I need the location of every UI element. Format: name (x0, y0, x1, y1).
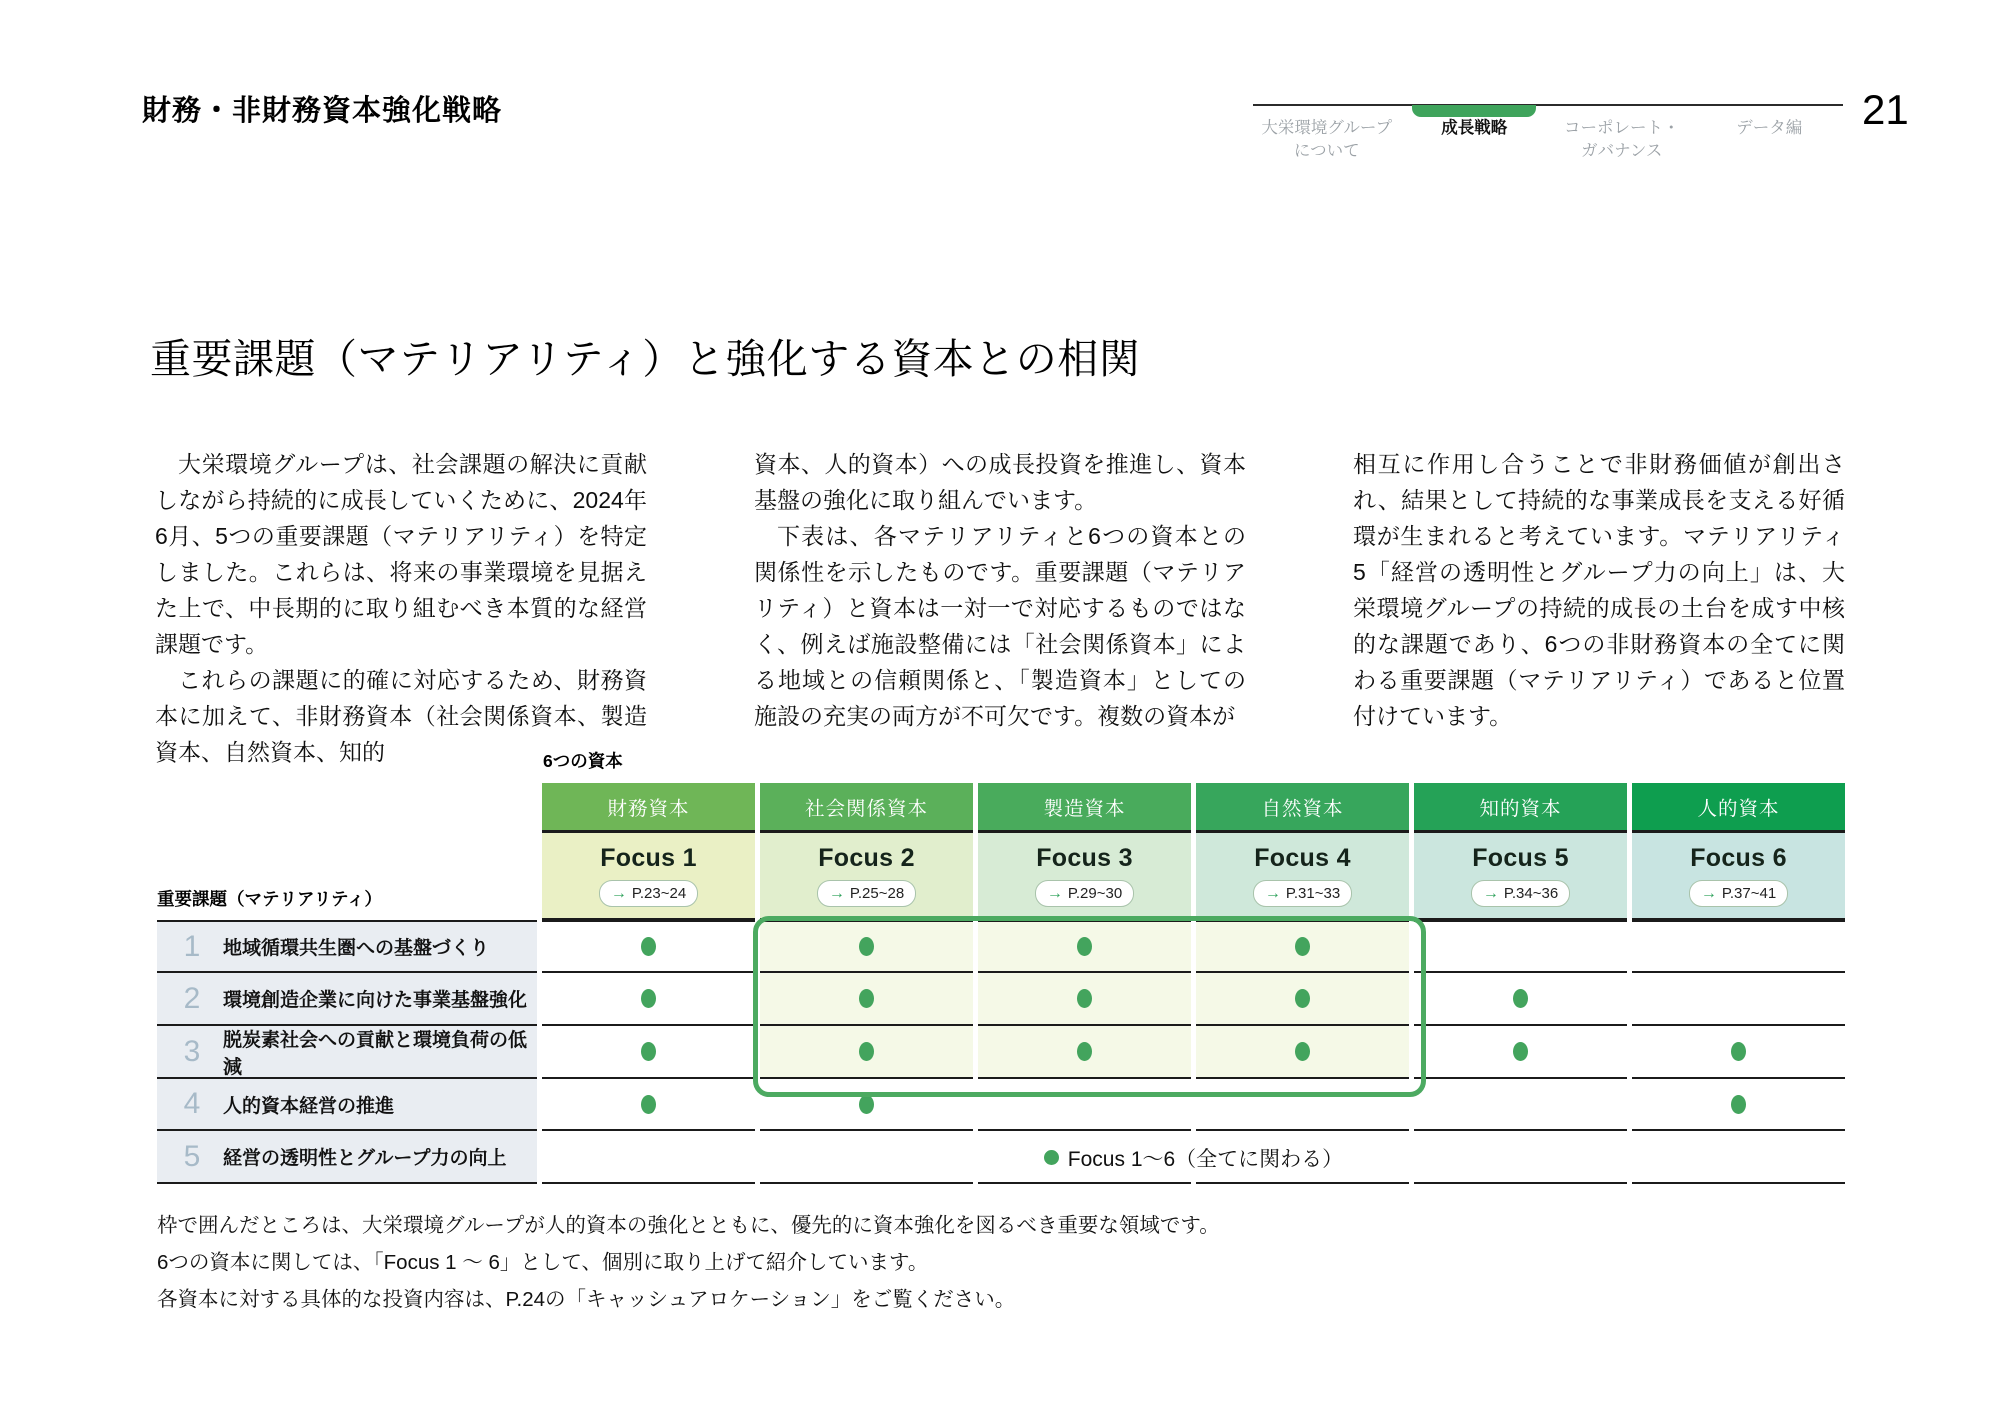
footnote-2: 6つの資本に関しては、「Focus 1 ～ 6」として、個別に取り上げて紹介しています。 (157, 1251, 929, 1274)
matrix-cell (978, 1026, 1191, 1079)
matrix-cell (542, 920, 755, 973)
materiality-row-1 (157, 920, 537, 973)
row-title: 人的資本経営の推進 (223, 1095, 395, 1117)
row-number: 5 (183, 1139, 201, 1173)
capital-dot-icon (641, 1042, 656, 1061)
capital-dot-icon (859, 1095, 874, 1114)
intro-text (155, 446, 1845, 770)
arrow-right-icon: → (1700, 884, 1717, 902)
capital-dot-icon (1295, 1042, 1310, 1061)
footnote-1: 枠で囲んだところは、大栄環境グループが人的資本の強化とともに、優先的に資本強化を図るべき重要な領域です。 (157, 1214, 1220, 1237)
body-column-1 (155, 446, 647, 770)
row-title: 経営の透明性とグループ力の向上 (223, 1148, 507, 1169)
page-link-pill[interactable] (1689, 880, 1788, 907)
page-link-pill[interactable] (1253, 880, 1352, 907)
page-range: P.29~30 (1067, 885, 1123, 902)
capital-header-intellectual: 知的資本 (1414, 783, 1627, 833)
matrix-cell (1414, 973, 1627, 1026)
top-navigation (1253, 104, 1843, 163)
paragraph: 相互に作用し合うことで非財務価値が創出され、結果として持続的な事業成長を支える好循環が生まれると考えています。マテリアリティ 5「経営の透明性とグループ力の向上」は、大栄環境グループの持続的成長の土台を成す中核的な課題であり、6つの非財務資本の全てに関わる重要課題（マテリアリティ）であると位置付けています。 (1353, 451, 1845, 729)
matrix-cell (542, 1079, 755, 1131)
nav-tab-data[interactable] (1696, 106, 1844, 163)
capital-header-manufactured: 製造資本 (978, 783, 1191, 833)
focus-title: Focus 5 (1472, 844, 1569, 872)
page-range: P.37~41 (1721, 885, 1777, 902)
matrix-cell (978, 1079, 1191, 1131)
page-range: P.31~33 (1285, 885, 1341, 902)
matrix-cell (978, 973, 1191, 1026)
matrix-cell (1196, 973, 1409, 1026)
matrix-cell (1196, 1026, 1409, 1079)
nav-tab-label: データ編 (1736, 119, 1803, 137)
row-number: 2 (183, 981, 201, 1015)
paragraph: 大栄環境グループは、社会課題の解決に貢献しながら持続的に成長していくために、2024年6月、5つの重要課題（マテリアリティ）を特定しました。これらは、将来の事業環境を見据えた上で、中長期的に取り組むべき本質的な経営課題です。 (155, 451, 648, 657)
matrix-cell (1632, 920, 1845, 973)
focus-cell-6 (1632, 833, 1845, 920)
arrow-right-icon: → (610, 884, 627, 902)
capital-dot-icon (641, 1095, 656, 1114)
capital-header-financial: 財務資本 (542, 783, 755, 833)
matrix-cell (1632, 1026, 1845, 1079)
capital-dot-icon (641, 989, 656, 1008)
body-column-2 (754, 446, 1246, 770)
capital-dot-icon (1077, 989, 1092, 1008)
materiality-row-4 (157, 1079, 537, 1131)
nav-tab-label: 成長戦略 (1441, 119, 1508, 137)
capital-header-social: 社会関係資本 (760, 783, 973, 833)
materiality-row-5 (157, 1131, 537, 1184)
matrix-cell (760, 973, 973, 1026)
focus-dot-icon (1044, 1150, 1059, 1165)
capital-dot-icon (641, 937, 656, 956)
focus-cell-5 (1414, 833, 1627, 920)
arrow-right-icon: → (1482, 884, 1499, 902)
page-title: 重要課題（マテリアリティ）と強化する資本との相関 (150, 336, 1141, 382)
row-title: 環境創造企業に向けた事業基盤強化 (223, 990, 528, 1011)
row-title: 脱炭素社会への貢献と環境負荷の低減 (223, 1029, 528, 1078)
active-tab-indicator (1412, 105, 1536, 117)
capital-dot-icon (859, 1042, 874, 1061)
arrow-right-icon: → (1046, 884, 1063, 902)
focus-title: Focus 1 (600, 844, 697, 872)
row-number: 4 (183, 1087, 201, 1120)
focus-cell-3 (978, 833, 1191, 920)
matrix-cell (760, 1079, 973, 1131)
focus-cell-4 (1196, 833, 1409, 920)
all-focus-note-text: Focus 1～6（全てに関わる） (1067, 1147, 1344, 1171)
matrix-cell (1632, 1079, 1845, 1131)
matrix-cell (1632, 973, 1845, 1026)
nav-tab-label: 大栄環境グループ (1261, 119, 1393, 137)
nav-tab-label: ガバナンス (1581, 142, 1663, 160)
row-number: 3 (183, 1034, 201, 1068)
footnotes (157, 1207, 1220, 1318)
page-link-pill[interactable] (817, 880, 916, 907)
matrix-cell (760, 920, 973, 973)
page-range: P.34~36 (1503, 885, 1559, 902)
arrow-right-icon: → (1264, 884, 1281, 902)
matrix-cell (760, 1026, 973, 1079)
row-number: 1 (183, 929, 201, 963)
body-column-3 (1353, 446, 1845, 770)
paragraph: これらの課題に的確に対応するため、財務資本に加えて、非財務資本（社会関係資本、製造資本、自然資本、知的 (155, 667, 647, 765)
matrix-cell (1414, 1026, 1627, 1079)
materiality-label: 重要課題（マテリアリティ） (157, 889, 383, 909)
row-title: 地域循環共生圏への基盤づくり (223, 938, 490, 959)
footnote-3: 各資本に対する具体的な投資内容は、P.24の「キャッシュアロケーション」をご覧ください。 (157, 1288, 1016, 1311)
materiality-row-2 (157, 973, 537, 1026)
focus-cell-2 (760, 833, 973, 920)
matrix-cell (1414, 1079, 1627, 1131)
matrix-cell (542, 973, 755, 1026)
capital-dot-icon (1513, 1042, 1528, 1061)
capital-dot-icon (1731, 1095, 1746, 1114)
matrix-cell (978, 920, 1191, 973)
page-link-pill[interactable] (1471, 880, 1570, 907)
focus-cell-1 (542, 833, 755, 920)
page-link-pill[interactable] (599, 880, 698, 907)
page-link-pill[interactable] (1035, 880, 1134, 907)
capital-header-human: 人的資本 (1632, 783, 1845, 833)
nav-tab-group-about[interactable] (1253, 106, 1401, 163)
capital-dot-icon (1295, 937, 1310, 956)
capital-dot-icon (1513, 989, 1528, 1008)
page-range: P.23~24 (631, 885, 687, 902)
focus-title: Focus 4 (1254, 844, 1351, 872)
capital-dot-icon (1731, 1042, 1746, 1061)
page-number: 21 (1862, 86, 1909, 133)
focus-title: Focus 6 (1690, 844, 1787, 872)
materiality-row-3 (157, 1026, 537, 1079)
arrow-right-icon: → (828, 884, 845, 902)
capital-header-natural: 自然資本 (1196, 783, 1409, 833)
nav-tab-label: コーポレート・ (1564, 119, 1680, 137)
capital-dot-icon (1077, 937, 1092, 956)
page-range: P.25~28 (849, 885, 905, 902)
nav-tab-governance[interactable] (1548, 106, 1696, 163)
matrix-cell (542, 1026, 755, 1079)
capital-dot-icon (859, 989, 874, 1008)
capitals-label: 6つの資本 (543, 751, 623, 771)
focus-title: Focus 3 (1036, 844, 1133, 872)
capital-dot-icon (1295, 989, 1310, 1008)
all-focus-note (542, 1131, 1845, 1184)
matrix-cell (1196, 1079, 1409, 1131)
capital-dot-icon (1077, 1042, 1092, 1061)
matrix-cell (1196, 920, 1409, 973)
matrix-cell (1414, 920, 1627, 973)
paragraph: 資本、人的資本）への成長投資を推進し、資本基盤の強化に取り組んでいます。 (754, 451, 1246, 513)
focus-title: Focus 2 (818, 844, 915, 872)
section-title: 財務・非財務資本強化戦略 (142, 95, 503, 127)
paragraph: 下表は、各マテリアリティと6つの資本との関係性を示したものです。重要課題（マテリアリティ）と資本は一対一で対応するものではなく、例えば施設整備には「社会関係資本」による地域との信頼関係と、「製造資本」としての施設の充実の両方が不可欠です。複数の資本が (754, 523, 1246, 729)
nav-tab-label: について (1293, 142, 1360, 160)
materiality-capital-table (157, 783, 1845, 1184)
capital-dot-icon (859, 937, 874, 956)
